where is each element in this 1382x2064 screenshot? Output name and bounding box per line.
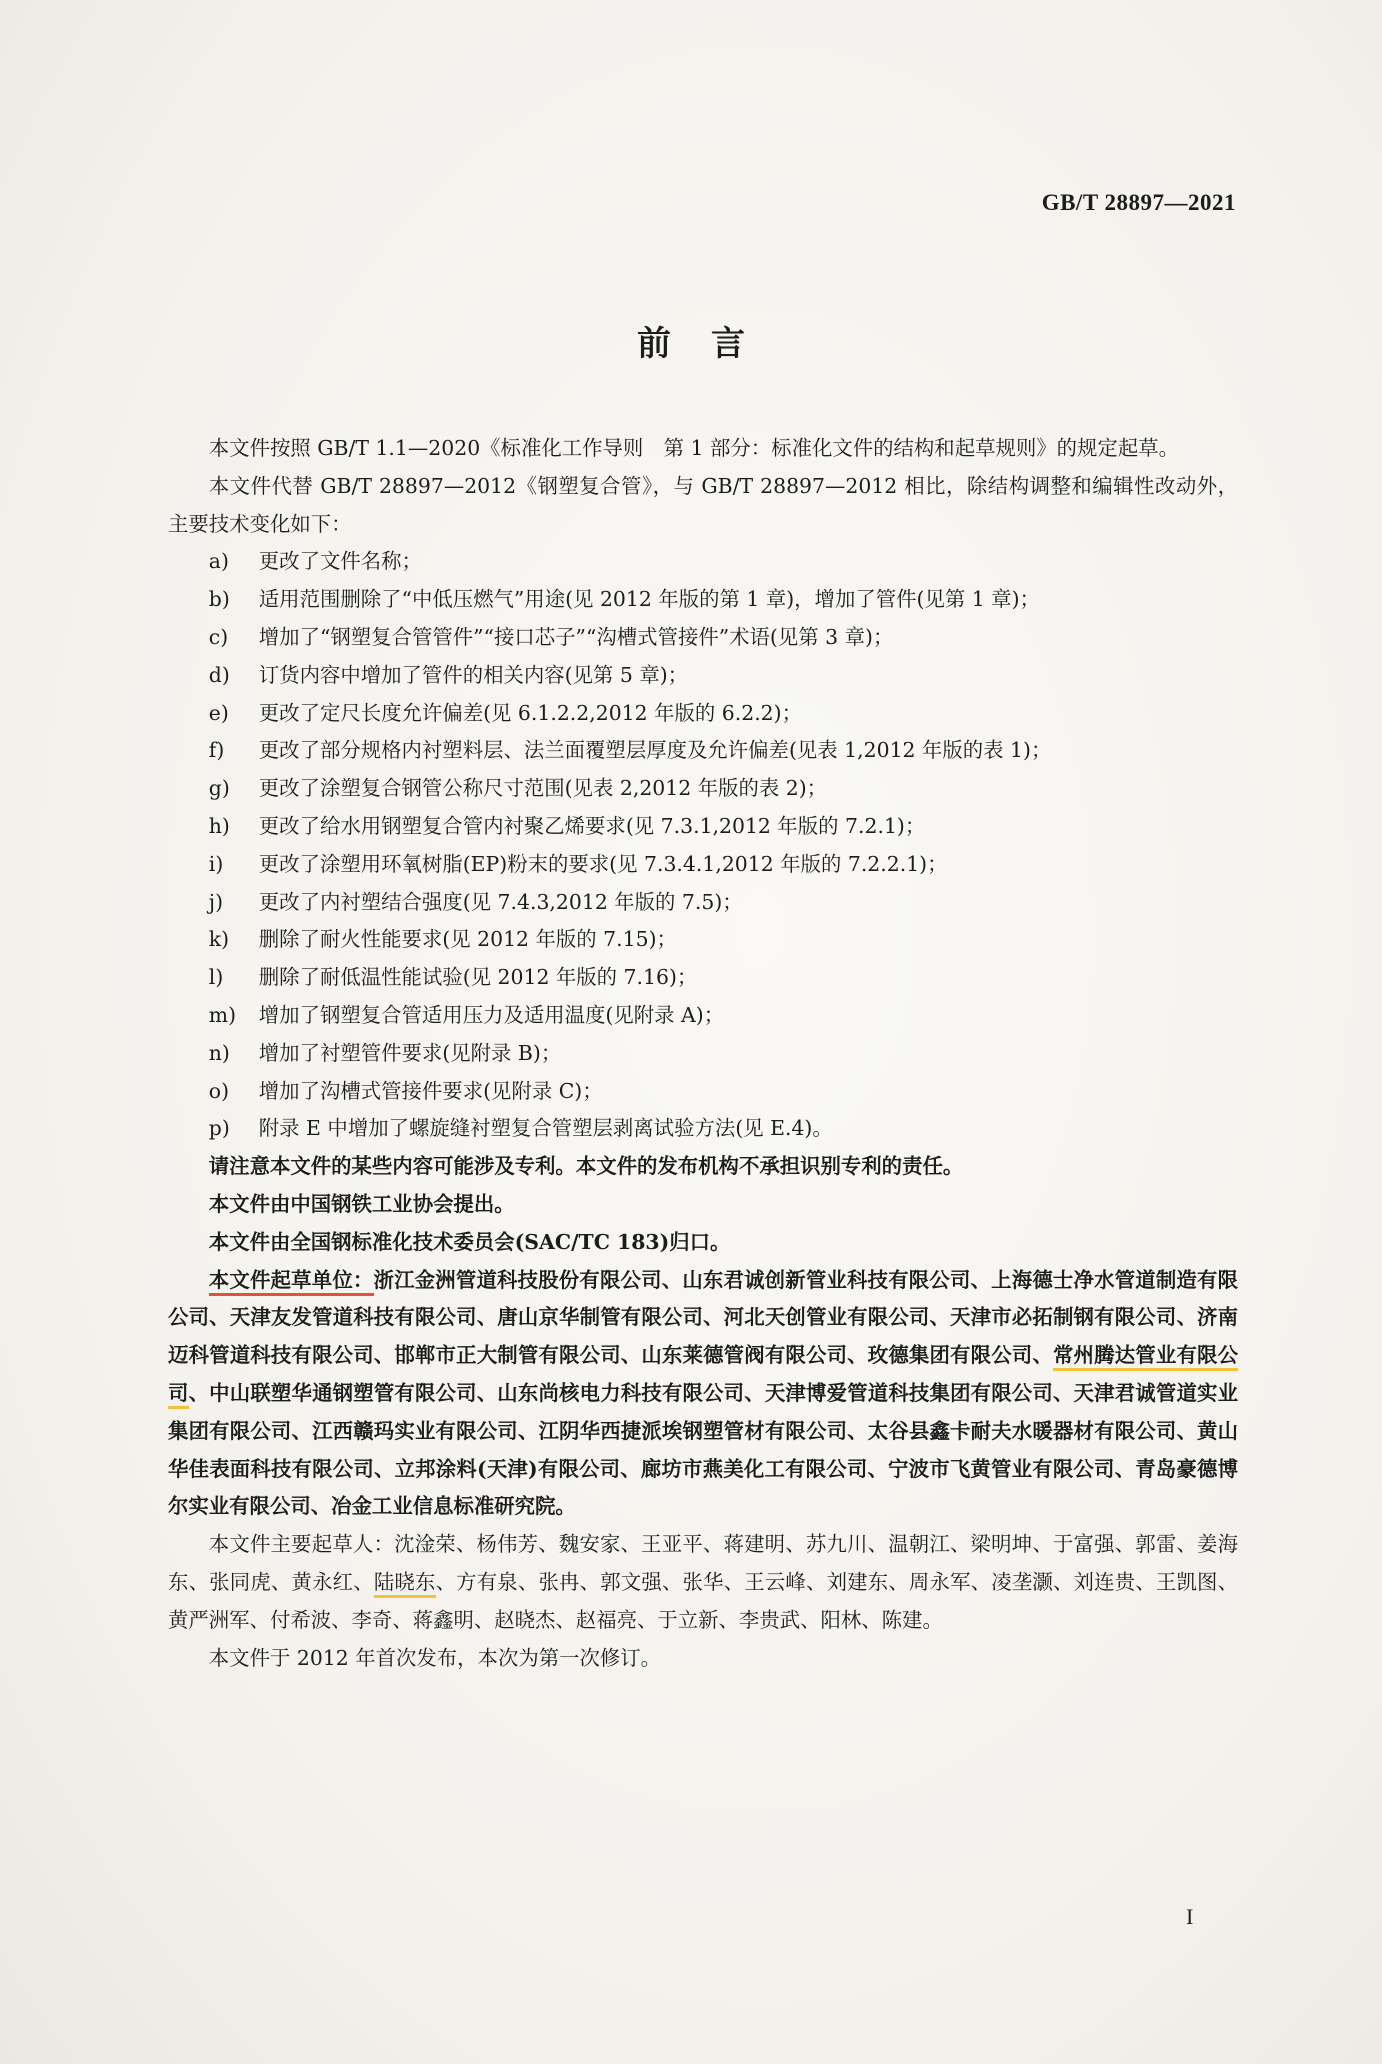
- list-item: [168, 770, 1238, 808]
- history-statement: 本文件于 2012 年首次发布，本次为第一次修订。: [208, 1645, 662, 1670]
- highlighted-unit: 常州腾达管业有限公司: [168, 1343, 1238, 1409]
- list-text: 增加了沟槽式管接件要求(见附录 C)；: [258, 1078, 603, 1103]
- list-marker: n): [208, 1040, 230, 1065]
- drafters-paragraph: [168, 1526, 1238, 1639]
- list-item: [168, 1110, 1238, 1148]
- list-item: [168, 884, 1238, 922]
- list-item: [168, 695, 1238, 733]
- document-body: [168, 430, 1238, 1677]
- list-item: [168, 921, 1238, 959]
- list-item: [168, 543, 1238, 581]
- list-item: [168, 959, 1238, 997]
- drafters-list-1: 本文件主要起草人：沈淦荣、杨伟芳、魏安家、王亚平、蒋建明、苏九川、温朝江、梁明坤、于富强、郭雷、姜海东、张同虎、黄永红、: [168, 1532, 1238, 1594]
- list-marker: d): [208, 662, 230, 687]
- list-text: 删除了耐低温性能试验(见 2012 年版的 7.16)；: [258, 965, 698, 990]
- list-item: [168, 619, 1238, 657]
- page-title: 前言: [637, 324, 785, 364]
- list-marker: p): [208, 1116, 230, 1141]
- drafting-units-list-2: 、中山联塑华通钢塑管有限公司、山东尚核电力科技有限公司、天津博爱管道科技集团有限公司、天津君诚管道实业集团有限公司、江西赣玛实业有限公司、江阴华西捷派埃钢塑管材有限公司、太谷县鑫卡耐夫水暖器材有限公司、黄山华佳表面科技有限公司、立邦涂料(天津)有限公司、廊坊市燕美化工有限公司、宁波市飞黄管业有限公司、青岛豪德博尔实业有限公司、冶金工业信息标准研究院。: [168, 1380, 1239, 1519]
- document-code: GB/T 28897—2021: [1041, 190, 1236, 215]
- highlighted-drafter: 陆晓东: [374, 1570, 436, 1598]
- committee-statement: 本文件由全国钢标准化技术委员会(SAC/TC 183)归口。: [208, 1229, 731, 1254]
- list-text: 更改了定尺长度允许偏差(见 6.1.2.2,2012 年版的 6.2.2)；: [258, 700, 802, 725]
- list-marker: g): [208, 776, 230, 801]
- list-marker: e): [208, 700, 229, 725]
- list-text: 更改了部分规格内衬塑料层、法兰面覆塑层厚度及允许偏差(见表 1,2012 年版的表 1)；: [258, 738, 1052, 763]
- list-marker: c): [208, 624, 229, 649]
- list-marker: a): [208, 549, 229, 574]
- drafters-list-2: 、方有泉、张冉、郭文强、张华、王云峰、刘建东、周永军、凌垄灏、刘连贵、王凯图、黄严洲军、付希波、李奇、蒋鑫明、赵晓杰、赵福亮、于立新、李贵武、阳林、陈建。: [168, 1569, 1239, 1632]
- list-item: [168, 581, 1238, 619]
- patent-note: 请注意本文件的某些内容可能涉及专利。本文件的发布机构不承担识别专利的责任。: [208, 1154, 964, 1179]
- list-marker: m): [208, 1002, 237, 1027]
- list-marker: o): [208, 1078, 230, 1103]
- list-marker: i): [208, 851, 224, 876]
- list-text: 更改了文件名称；: [258, 549, 422, 574]
- list-text: 增加了钢塑复合管适用压力及适用温度(见附录 A)；: [258, 1002, 725, 1027]
- list-item: [168, 808, 1238, 846]
- list-marker: b): [208, 587, 230, 612]
- intro-paragraph-2: 本文件代替 GB/T 28897—2012《钢塑复合管》，与 GB/T 28897—2012 相比，除结构调整和编辑性改动外，主要技术变化如下：: [168, 473, 1238, 536]
- drafting-units-label: 本文件起草单位：: [209, 1268, 374, 1296]
- list-marker: f): [208, 738, 225, 763]
- list-text: 增加了“钢塑复合管管件”“接口芯子”“沟槽式管接件”术语(见第 3 章)；: [258, 624, 894, 649]
- list-text: 更改了内衬塑结合强度(见 7.4.3,2012 年版的 7.5)；: [258, 889, 743, 914]
- list-text: 更改了涂塑复合钢管公称尺寸范围(见表 2,2012 年版的表 2)；: [258, 776, 828, 801]
- list-text: 更改了给水用钢塑复合管内衬聚乙烯要求(见 7.3.1,2012 年版的 7.2.1)；: [258, 813, 926, 838]
- list-marker: l): [208, 965, 224, 990]
- list-item: [168, 1035, 1238, 1073]
- page-number: I: [1186, 1904, 1194, 1929]
- list-text: 适用范围删除了“中低压燃气”用途(见 2012 年版的第 1 章)，增加了管件(见第 1 章)；: [258, 587, 1040, 612]
- list-marker: k): [208, 927, 230, 952]
- list-text: 订货内容中增加了管件的相关内容(见第 5 章)；: [258, 662, 689, 687]
- list-text: 增加了衬塑管件要求(见附录 B)；: [258, 1040, 562, 1065]
- list-item: [168, 657, 1238, 695]
- list-text: 更改了涂塑用环氧树脂(EP)粉末的要求(见 7.3.4.1,2012 年版的 7.2.2.1)；: [258, 851, 948, 876]
- list-item: [168, 997, 1238, 1035]
- list-item: [168, 732, 1238, 770]
- list-marker: h): [208, 813, 230, 838]
- proposer-statement: 本文件由中国钢铁工业协会提出。: [208, 1191, 515, 1216]
- list-item: [168, 1073, 1238, 1111]
- list-text: 附录 E 中增加了螺旋缝衬塑复合管塑层剥离试验方法(见 E.4)。: [258, 1116, 833, 1141]
- intro-paragraph-1: 本文件按照 GB/T 1.1—2020《标准化工作导则 第 1 部分：标准化文件的结构和起草规则》的规定起草。: [208, 436, 1179, 460]
- drafting-units-list-1: 浙江金洲管道科技股份有限公司、山东君诚创新管业科技有限公司、上海德士净水管道制造有限公司、天津友发管道科技有限公司、唐山京华制管有限公司、河北天创管业有限公司、天津市必拓制钢有限公司、济南迈科管道科技有限公司、邯郸市正大制管有限公司、山东莱德管阀有限公司、玫德集团有限公司、: [168, 1267, 1238, 1368]
- changes-list: [168, 543, 1238, 1148]
- drafting-units-paragraph: [168, 1262, 1238, 1527]
- list-item: [168, 846, 1238, 884]
- list-marker: j): [208, 889, 224, 914]
- list-text: 删除了耐火性能要求(见 2012 年版的 7.15)；: [258, 927, 677, 952]
